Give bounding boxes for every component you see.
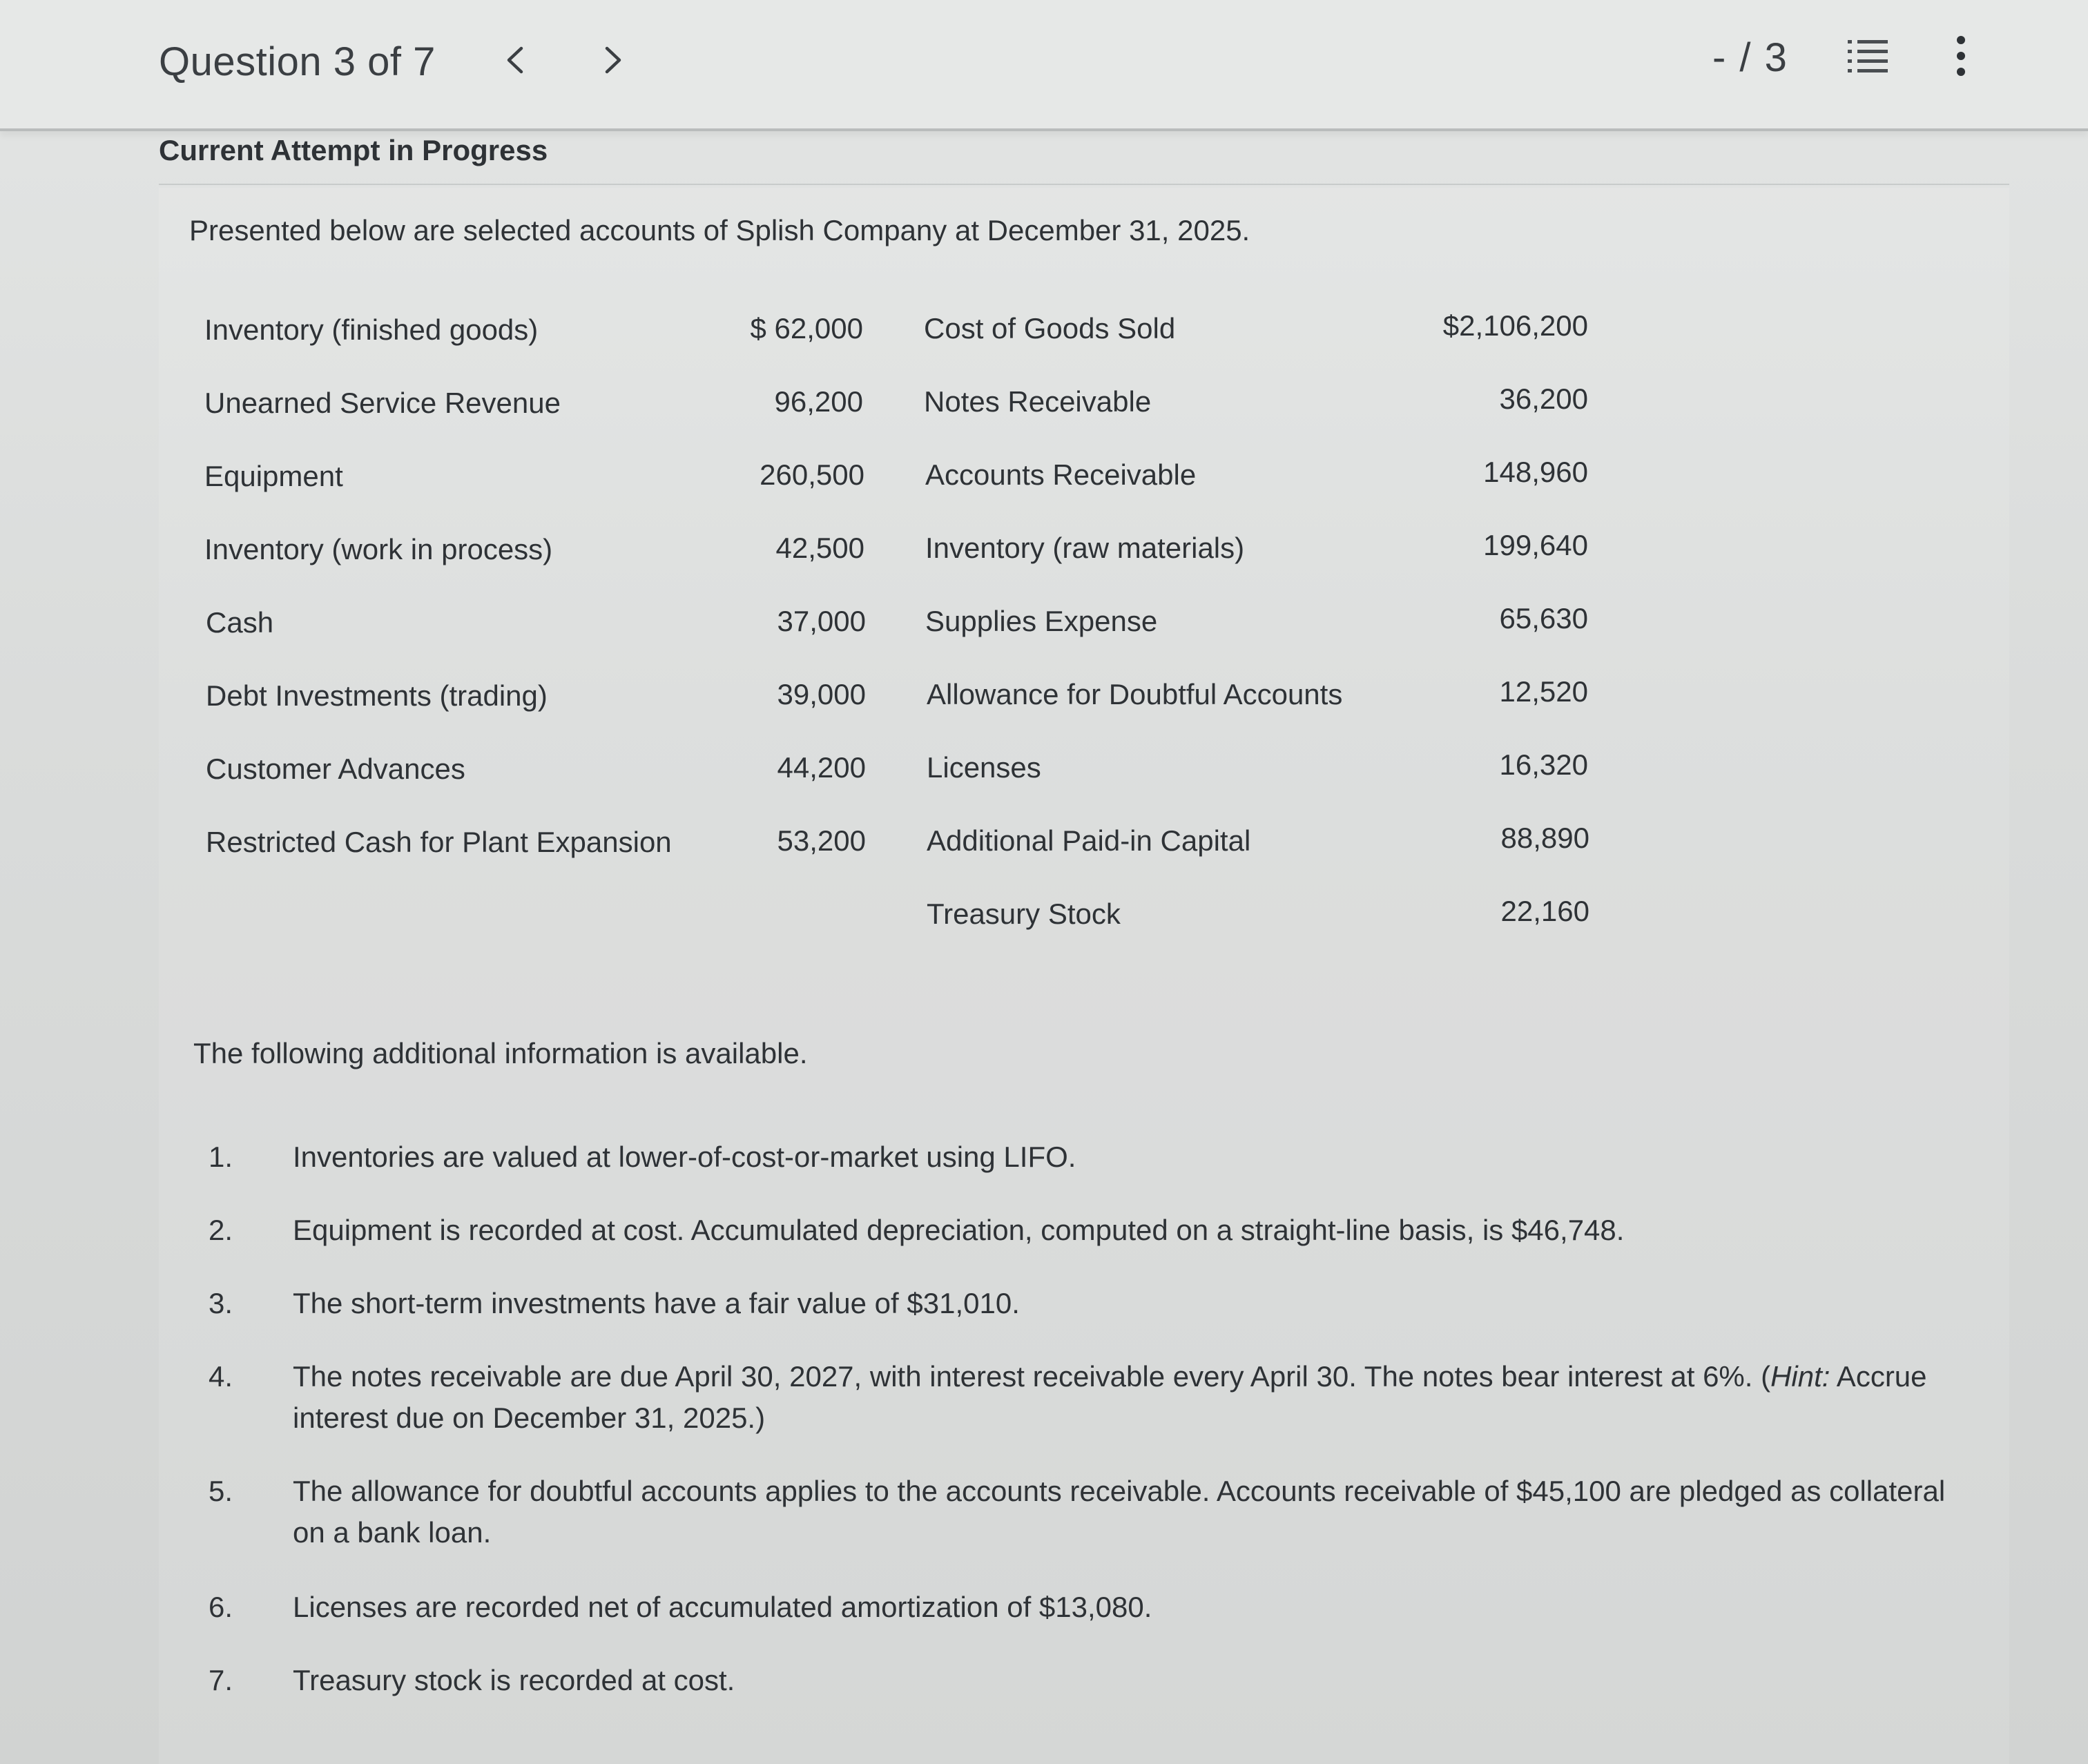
account-name: Equipment	[204, 460, 343, 492]
account-amount: 148,960	[1483, 456, 1588, 488]
account-name: Licenses	[927, 751, 1041, 784]
question-score: - / 3	[1712, 35, 1788, 80]
account-amount: 96,200	[774, 385, 863, 418]
account-name: Accounts Receivable	[925, 458, 1197, 491]
next-question-button[interactable]	[592, 36, 634, 84]
item-text: The notes receivable are due April 30, 2027, with interest receivable every April 30. The notes bear interest at 6%. (Hint: Accrue interest due on December 31, 2025.)	[293, 1360, 1927, 1434]
account-amount: 39,000	[777, 678, 866, 710]
item-text: Licenses are recorded net of accumulated amortization of $13,080.	[293, 1591, 1152, 1623]
account-name: Restricted Cash for Plant Expansion	[206, 826, 672, 858]
account-name: Cash	[206, 606, 274, 639]
item-number: 1.	[209, 1141, 233, 1173]
question-counter: Question 3 of 7	[159, 39, 436, 84]
account-name: Additional Paid-in Capital	[927, 824, 1251, 857]
chevron-left-icon	[503, 44, 527, 76]
account-name: Inventory (finished goods)	[204, 313, 539, 346]
account-amount: 53,200	[777, 824, 866, 857]
item-number: 4.	[209, 1360, 233, 1393]
hint-label: Hint:	[1770, 1360, 1830, 1393]
item-text: The short-term investments have a fair value of $31,010.	[293, 1287, 1020, 1319]
account-name: Treasury Stock	[927, 898, 1121, 930]
account-amount: 44,200	[777, 751, 866, 784]
attempt-status: Current Attempt in Progress	[159, 134, 548, 166]
account-name: Customer Advances	[206, 753, 465, 785]
account-name: Cost of Goods Sold	[924, 312, 1176, 345]
account-name: Notes Receivable	[924, 385, 1152, 418]
account-amount: 199,640	[1483, 529, 1588, 561]
account-amount: 22,160	[1500, 895, 1589, 927]
account-name: Allowance for Doubtful Accounts	[927, 678, 1343, 710]
account-amount: 37,000	[777, 605, 866, 637]
item-text: Treasury stock is recorded at cost.	[293, 1664, 735, 1696]
item-text: The allowance for doubtful accounts applies to the accounts receivable. Accounts receivable of $45,100 are pledged as collateral on a bank loan.	[293, 1475, 1946, 1549]
item-number: 3.	[209, 1287, 233, 1319]
account-name: Debt Investments (trading)	[206, 679, 548, 712]
item-text: Inventories are valued at lower-of-cost-or-market using LIFO.	[293, 1141, 1076, 1173]
account-amount: $2,106,200	[1442, 309, 1588, 342]
account-amount: 42,500	[775, 532, 864, 564]
item-number: 2.	[209, 1214, 233, 1246]
item-text: Equipment is recorded at cost. Accumulated depreciation, computed on a straight-line basis, is $46,748.	[293, 1214, 1625, 1246]
divider	[159, 184, 2009, 185]
account-amount: 260,500	[760, 458, 864, 491]
account-name: Inventory (raw materials)	[925, 532, 1245, 564]
chevron-right-icon	[601, 44, 625, 76]
problem-intro: Presented below are selected accounts of Splish Company at December 31, 2025.	[189, 214, 1250, 246]
account-name: Unearned Service Revenue	[204, 387, 561, 419]
more-vertical-icon[interactable]	[1947, 33, 1975, 79]
additional-info-intro: The following additional information is available.	[193, 1037, 808, 1069]
question-content	[159, 128, 2009, 1764]
account-name: Inventory (work in process)	[204, 533, 553, 565]
item-number: 5.	[209, 1475, 233, 1507]
account-amount: 12,520	[1499, 675, 1588, 708]
question-header	[0, 0, 2088, 131]
previous-question-button[interactable]	[494, 36, 536, 84]
account-amount: 16,320	[1499, 748, 1588, 781]
item-number: 7.	[209, 1664, 233, 1696]
account-amount: 65,630	[1499, 602, 1588, 634]
account-amount: 88,890	[1500, 822, 1589, 854]
list-icon[interactable]	[1845, 36, 1891, 77]
account-name: Supplies Expense	[925, 605, 1158, 637]
account-amount: $ 62,000	[750, 312, 863, 345]
item-number: 6.	[209, 1591, 233, 1623]
account-amount: 36,200	[1499, 382, 1588, 415]
